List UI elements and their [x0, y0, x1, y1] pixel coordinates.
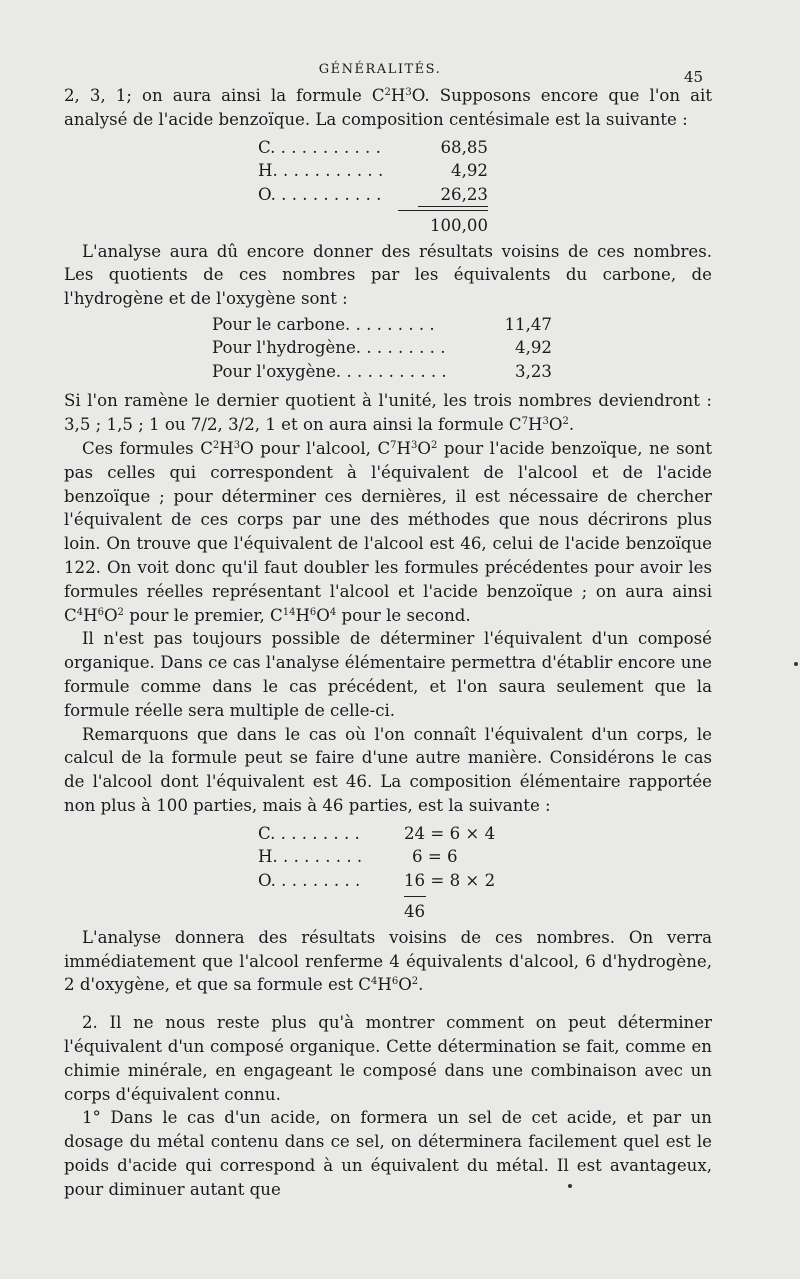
table-row — [258, 159, 508, 183]
page-body — [64, 84, 712, 1202]
element-value: 3,23 — [515, 361, 552, 381]
element-label: O. . . . . . . . . — [258, 870, 361, 890]
table-total: 46 — [404, 896, 426, 924]
element-label: Pour l'oxygène. . . . . . . . . . . — [212, 361, 447, 381]
table-row — [258, 136, 508, 160]
table-row — [212, 313, 562, 337]
composition-table-benzoic — [258, 136, 508, 234]
table-row — [258, 822, 558, 846]
paragraph-2: L'analyse aura dû encore donner des résultats voisins de ces nombres. Les quotients de ces nombres par les équivalents du carbone, de l'hydrogène et de l'oxygène sont : — [64, 241, 712, 309]
table-total-row — [258, 210, 508, 234]
paragraph-6: Remarquons que dans le cas où l'on connaît l'équivalent d'un corps, le calcul de la formule peut se faire d'une autre manière. Considérons le cas de l'alcool dont l'équivalent est 46. La composition élémentaire rapportée non plus à 100 parties, mais à 46 parties, est la suivante : — [64, 724, 712, 816]
paragraph-5: Il n'est pas toujours possible de déterminer l'équivalent d'un composé organique. Dans ce cas l'analyse élémentaire permettra d'établir encore une formule comme dans le cas précédent, et l'on saura seulement que la formule réelle sera multiple de celle-ci. — [64, 629, 712, 720]
element-label: H. . . . . . . . . — [258, 847, 363, 867]
element-value: 6 = 6 — [412, 847, 458, 867]
element-value: 24 = 6 × 4 — [404, 823, 496, 843]
running-head: GÉNÉRALITÉS. — [318, 62, 442, 77]
element-value: 68,85 — [440, 137, 488, 157]
table-row — [258, 845, 558, 869]
composition-table-alcohol — [258, 822, 558, 920]
element-value: 4,92 — [515, 338, 552, 358]
element-label: Pour le carbone. . . . . . . . . — [212, 314, 435, 334]
table-total-row — [258, 896, 558, 920]
element-label: C. . . . . . . . . . . — [258, 137, 381, 157]
table-row — [258, 869, 558, 893]
paragraph-8: 2. Il ne nous reste plus qu'à montrer comment on peut déterminer l'équivalent d'un composé organique. Cette détermination se fait, comme en chimie minérale, en engageant le composé dans une combinaison avec un corps d'équivalent connu. — [64, 1013, 712, 1104]
quotients-table — [212, 313, 562, 384]
element-label: C. . . . . . . . . — [258, 823, 360, 843]
element-value: 4,92 — [451, 161, 488, 181]
page-header — [0, 60, 800, 84]
paragraph-1: 2, 3, 1; on aura ainsi la formule $C^2H^3O$. Supposons encore que l'on ait analysé de l'acide benzoïque. La composition centésimale est la suivante : — [64, 86, 712, 129]
page-number: 45 — [684, 68, 704, 86]
element-value: 26,23 — [418, 183, 488, 208]
paragraph-4: Ces formules $C^2H^3O$ pour l'alcool, $C^7H^3O^2$ pour l'acide benzoïque, ne sont pas celles qui correspondent à l'équivalent de l'alcool et de l'acide benzoïque ; pour déterminer ces dernières, il est nécessaire de chercher l'équivalent de ces corps par une des méthodes que nous décrirons plus loin. On trouve que l'équivalent de l'alcool est 46, celui de l'acide benzoïque 122. On voit donc qu'il faut doubler les formules précédentes pour avoir les formules réelles représentant l'alcool et l'acide benzoïque ; on aura ainsi $C^4H^6O^2$ pour le premier, $C^{14}H^6O^4$ pour le second. — [64, 439, 712, 625]
table-row — [258, 183, 508, 207]
element-value: 11,47 — [504, 314, 552, 334]
table-row — [212, 360, 562, 384]
table-row — [212, 336, 562, 360]
paragraph-9: 1° Dans le cas d'un acide, on formera un sel de cet acide, et par un dosage du métal contenu dans ce sel, on déterminera facilement quel est le poids d'acide qui correspond à un équivalent du métal. Il est avantageux, pour diminuer autant que — [64, 1108, 712, 1199]
element-label: H. . . . . . . . . . . — [258, 161, 384, 181]
margin-mark — [568, 1184, 572, 1188]
margin-mark — [794, 662, 798, 666]
paragraph-3: Si l'on ramène le dernier quotient à l'unité, les trois nombres deviendront : 3,5 ; 1,5 ; 1 ou 7/2, 3/2, 1 et on aura ainsi la formule $C^7H^3O^2$. — [64, 391, 712, 435]
element-label: O. . . . . . . . . . . — [258, 184, 382, 204]
element-label: Pour l'hydrogène. . . . . . . . . — [212, 338, 446, 358]
table-total: 100,00 — [398, 210, 488, 238]
paragraph-7: L'analyse donnera des résultats voisins de ces nombres. On verra immédiatement que l'alcool renferme 4 équivalents d'alcool, 6 d'hydrogène, 2 d'oxygène, et que sa formule est $C^4H^6O^2$. — [64, 927, 712, 995]
element-value: 16 = 8 × 2 — [404, 870, 496, 890]
